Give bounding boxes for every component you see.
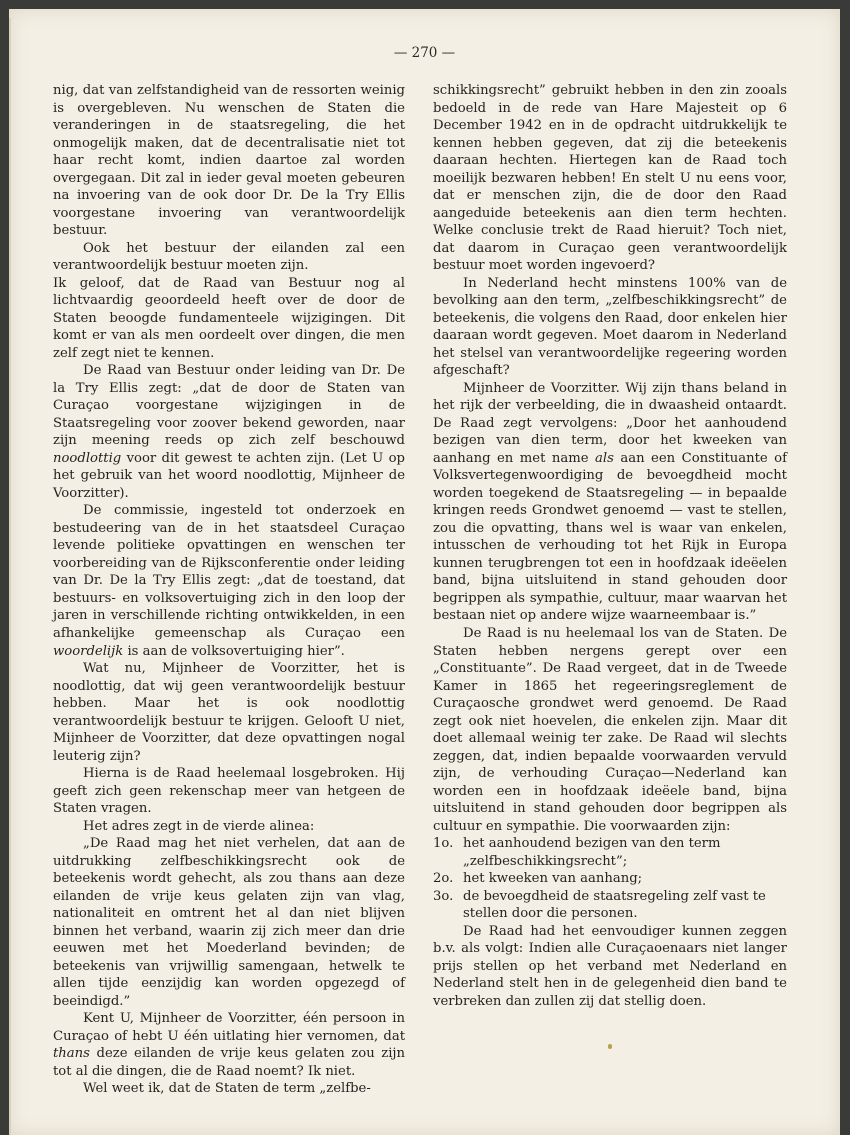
paragraph: De Raad had het eenvoudiger kunnen zeggen b.v. als volgt: Indien alle Curaçaoenaars niet langer prijs stellen op het verband met Nederland en Nederland stelt hen in de gelegenheid dien band te verbreken dan zullen zij dat stellig doen. [433,923,787,1009]
paragraph: Het adres zegt in de vierde alinea: [83,818,315,834]
emphasis: woordelijk [53,643,124,659]
paragraph: Wel weet ik, dat de Staten de term „zelfbe- [83,1081,371,1097]
paragraph: Kent U, Mijnheer de Voorzitter, één persoon in Curaçao of hebt U één uitlating hier vernomen, dat thans deze eilanden de vrije keus gelaten zou zijn tot al die dingen, die de Raad noemt? Ik niet. [53,1011,405,1079]
list-item: 3o. de bevoegdheid de staatsregeling zelf vast te stellen door die personen. [433,888,766,922]
list-number: 3o. [433,888,454,904]
list-item: 1o. het aanhoudend bezigen van den term „zelfbeschikkingsrecht”; [433,836,721,869]
paragraph: Wat nu, Mijnheer de Voorzitter, het is noodlottig, dat wij geen verantwoordelijk bestuur hebben. Maar het is ook noodlottig verantwoordelijk bestuur te krijgen. Gelooft U niet, Mijnheer de Voorzitter, dat deze opvattingen nogal leuterig zijn? [53,661,405,764]
paragraph: De Raad van Bestuur onder leiding van Dr. De la Try Ellis zegt: „dat de door de Staten van Curaçao voorgestane wijzigingen in de Staatsregeling voor zoover bekend geworden, naar zijn meening reeds op zich zelf beschouwd noodlottig voor dit gewest te achten zijn. (Let U op het gebruik van het woord noodlottig, Mijnheer de Voorzitter). [53,363,405,501]
paragraph: Ook het bestuur der eilanden zal een verantwoordelijk bestuur moeten zijn. [53,240,405,274]
paragraph: De Raad is nu heelemaal los van de Staten. De Staten hebben nergens gerept over een „Constituante”. De Raad vergeet, dat in de Tweede Kamer in 1865 het regeeringsreglement de Curaçaosche grondwet werd genoemd. De Raad zegt ook niet hoevelen, die enkelen zijn. Maar dit doet allemaal weinig ter zake. De Raad wil slechts zeggen, dat, indien bepaalde voorwaarden vervuld zijn, de verhouding Curaçao—Nederland kan worden een in hoofdzaak ideëele band, bijna uitsluitend in stand gehouden door begrippen als cultuur en sympathie. Die voorwaarden zijn: [433,625,787,834]
list-item: 2o. het kweeken van aanhang; [433,871,643,887]
paragraph: nig, dat van zelfstandigheid van de ressorten weinig is overgebleven. Nu wenschen de Staten die veranderingen in de staatsregeling, die het onmogelijk maken, dat de decentralisatie niet tot haar recht komt, indien daartoe zal worden overgegaan. Dit zal in ieder geval moeten gebeuren na invoering van de ook door Dr. De la Try Ellis voorgestane invoering van verantwoordelijk bestuur. [53,83,405,239]
paragraph: Hierna is de Raad heelemaal losgebroken. Hij geeft zich geen rekenschap meer van hetgeen de Staten vragen. [53,766,405,817]
page-number: — 270 — [393,45,456,61]
right-column [433,82,787,1010]
quotation: „De Raad mag het niet verhelen, dat aan de uitdrukking zelfbeschikkingsrecht ook de beteekenis wordt gehecht, als zou thans aan deze eilanden de vrije keus gelaten zijn van vlag, nationaliteit en omtrent het al dan niet blijven binnen het verband, waarin zij zich meer dan drie eeuwen met het Moederland bevinden; de beteekenis van vrijwillig samengaan, hetwelk te allen tijde eenzijdig kan worden opgezegd of beeindigd.” [53,836,405,1009]
paragraph: Mijnheer de Voorzitter. Wij zijn thans beland in het rijk der verbeelding, die in dwaasheid ontaardt. De Raad zegt vervolgens: „Door het aanhoudend bezigen van dien term, door het kweeken van aanhang en met name als aan een Constituante of Volksvertegenwoordiging de bevoegdheid mocht worden toegekend de Staatsregeling — in bepaalde kringen reeds Grondwet genoemd — vast te stellen, zou die opvatting, thans wel is waar van enkelen, intusschen de verhouding tot het Rijk in Europa kunnen terugbrengen tot een in hoofdzaak ideëelen band, bijna uitsluitend in stand gehouden door begrippen als sympathie, cultuur, maar waarvan het bestaan niet op andere wijze waarneembaar is.” [433,380,787,624]
paragraph: De commissie, ingesteld tot onderzoek en bestudeering van de in het staatsdeel Curaçao levende politieke opvattingen en wenschen ter voorbereiding van de Rijksconferentie onder leiding van Dr. De la Try Ellis zegt: „dat de toestand, dat bestuurs- en volksovertuiging zich in den loop der jaren in verschillende richting ontwikkelden, in een afhankelijke gemeenschap als Curaçao een woordelijk is aan de volksovertuiging hier”. [53,503,405,659]
emphasis: als [595,450,614,466]
emphasis: thans [53,1046,90,1062]
document-page [9,9,840,1135]
page-edge [9,18,11,1135]
left-column [53,82,405,1098]
paragraph: schikkingsrecht” gebruikt hebben in den zin zooals bedoeld in de rede van Hare Majesteit op 6 December 1942 en in de opdracht uitdrukkelijk te kennen hebben gegeven, dat zij die beteekenis daaraan hechten. Hiertegen kan de Raad toch moeilijk bezwaren hebben! En stelt U nu eens voor, dat er menschen zijn, die de door den Raad aangeduide beteekenis aan dien term hechten. Welke conclusie trekt de Raad hieruit? Toch niet, dat daarom in Curaçao geen verantwoordelijk bestuur moet worden ingevoerd? [433,83,787,274]
list-number: 1o. [433,836,454,852]
ink-mark [608,1044,612,1049]
list-number: 2o. [433,871,454,887]
paragraph: In Nederland hecht minstens 100% van de bevolking aan den term, „zelfbeschikkingsrecht” de beteekenis, die volgens den Raad, door enkelen hier daaraan wordt gegeven. Moet daarom in Nederland het stelsel van verantwoordelijke regeering worden afgeschaft? [433,275,787,379]
paragraph: Ik geloof, dat de Raad van Bestuur nog al lichtvaardig geoordeeld heeft over de door de Staten beoogde fundamenteele wijzigingen. Dit komt er van als men oordeelt over dingen, die men zelf zegt niet te kennen. [53,275,405,361]
emphasis: noodlottig [53,450,122,466]
